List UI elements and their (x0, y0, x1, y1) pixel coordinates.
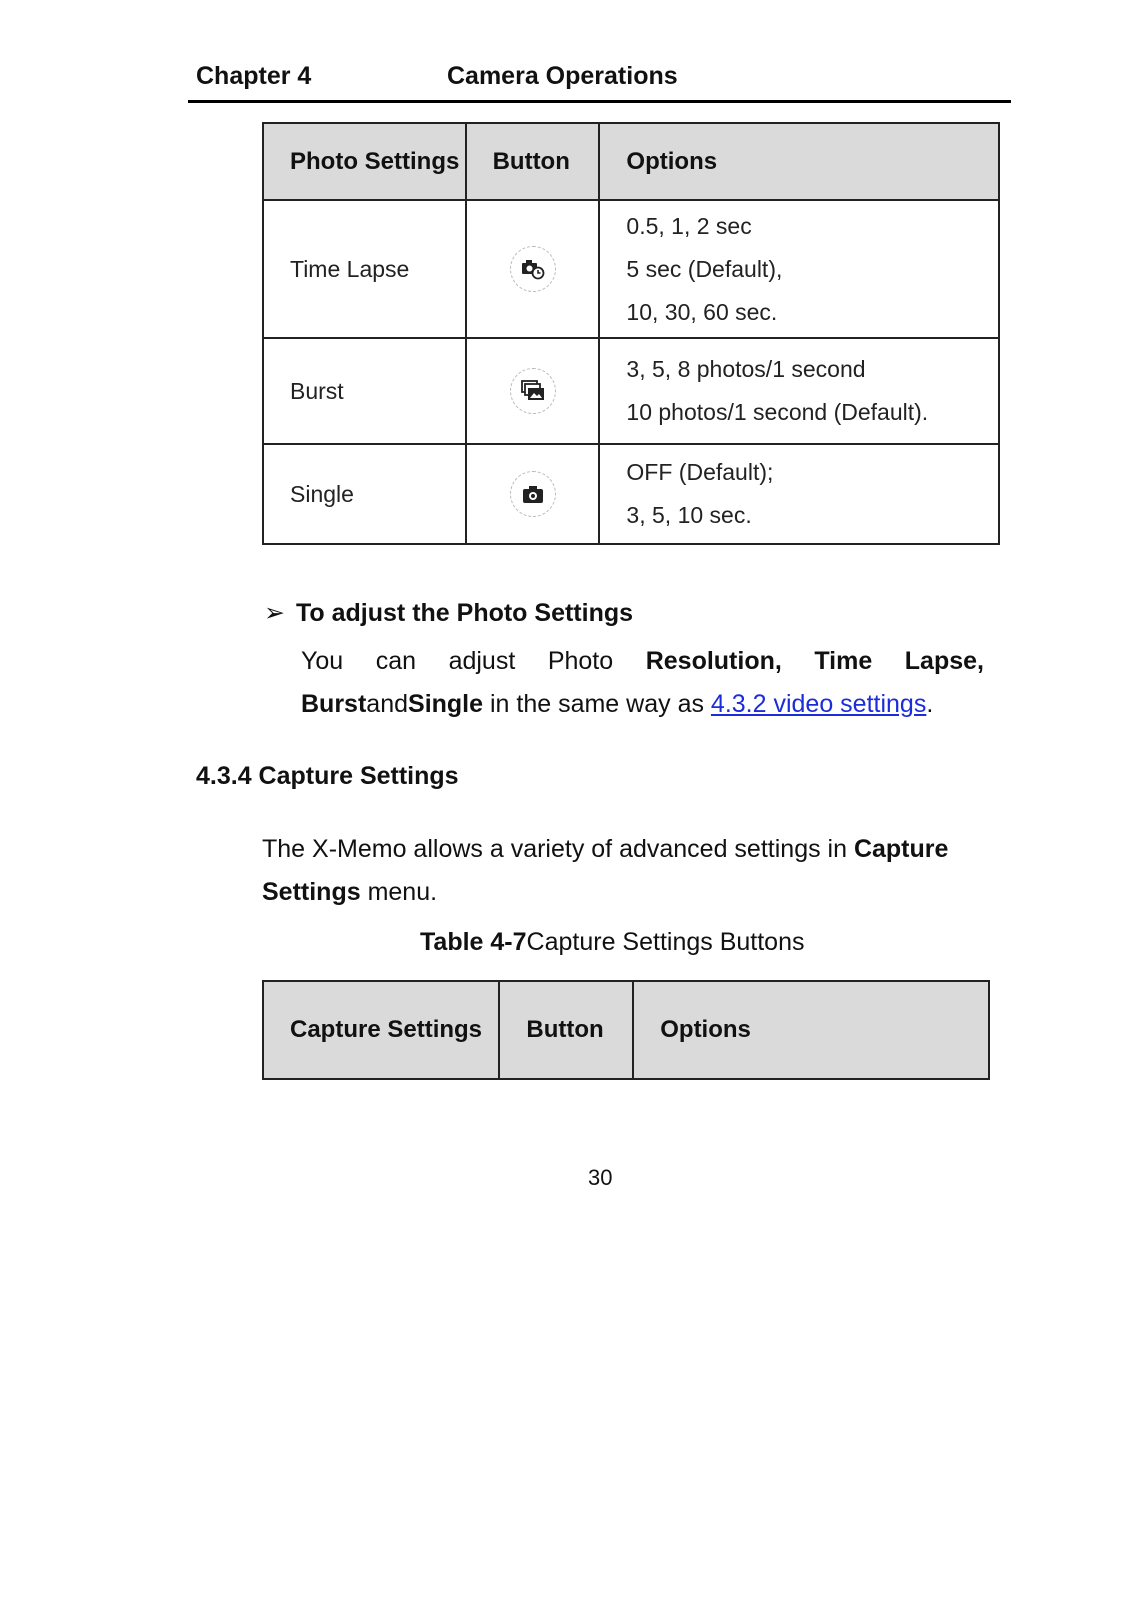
chapter-label: Chapter 4 (196, 62, 312, 90)
button-cell (466, 444, 600, 544)
adjust-heading (264, 598, 633, 628)
column-header: Options (633, 981, 989, 1079)
page-number: 30 (588, 1165, 613, 1190)
time-lapse-icon (510, 246, 556, 292)
options-cell (599, 200, 999, 338)
paragraph-bold: Capture Settings (262, 835, 949, 906)
paragraph-text: The X-Memo allows a variety of advanced settings in (262, 835, 854, 863)
caption-text: Capture Settings Buttons (526, 928, 805, 956)
column-header: Button (499, 981, 633, 1079)
button-cell (466, 200, 600, 338)
option-line: 5 sec (Default), (626, 255, 783, 282)
options-cell (599, 338, 999, 444)
adjust-heading-text: To adjust the Photo Settings (296, 599, 634, 627)
paragraph-text: . (926, 690, 934, 718)
setting-name: Burst (263, 338, 466, 444)
option-line: 3, 5, 8 photos/1 second (626, 356, 866, 382)
paragraph-text: You can adjust Photo (301, 647, 646, 675)
burst-icon (510, 368, 556, 414)
table-row (263, 338, 999, 444)
paragraph-text: in the same way as (483, 690, 711, 718)
column-header: Button (466, 123, 600, 200)
video-settings-link[interactable]: 4.3.2 video settings (710, 690, 927, 718)
paragraph-bold: Single (408, 690, 484, 718)
header-rule (188, 100, 1011, 103)
capture-settings-table (262, 980, 990, 1080)
table-header-row (263, 981, 989, 1079)
caption-number: Table 4-7 (420, 928, 527, 956)
setting-name: Time Lapse (263, 200, 466, 338)
options-cell (599, 444, 999, 544)
paragraph-text: and (366, 690, 409, 718)
paragraph-bold: Resolution, Time Lapse, Burst (301, 647, 984, 718)
paragraph-text: menu. (360, 878, 438, 906)
capture-paragraph (262, 828, 992, 914)
setting-name: Single (263, 444, 466, 544)
bullet-arrow-icon: ➢ (264, 599, 285, 627)
photo-settings-table (262, 122, 1000, 545)
column-header: Photo Settings (263, 123, 466, 200)
table-caption (420, 928, 804, 957)
column-header: Capture Settings (263, 981, 499, 1079)
button-cell (466, 338, 600, 444)
option-line: 3, 5, 10 sec. (626, 502, 752, 528)
adjust-paragraph (301, 640, 984, 726)
column-header: Options (599, 123, 999, 200)
table-row (263, 200, 999, 338)
section-heading: 4.3.4 Capture Settings (196, 762, 459, 790)
single-shot-icon (510, 471, 556, 517)
chapter-title: Camera Operations (447, 62, 678, 90)
option-line: 10 photos/1 second (Default). (626, 399, 929, 425)
option-line: OFF (Default); (626, 459, 774, 485)
option-line: 10, 30, 60 sec. (626, 298, 778, 325)
option-line: 0.5, 1, 2 sec (626, 212, 752, 239)
table-header-row (263, 123, 999, 200)
table-row (263, 444, 999, 544)
